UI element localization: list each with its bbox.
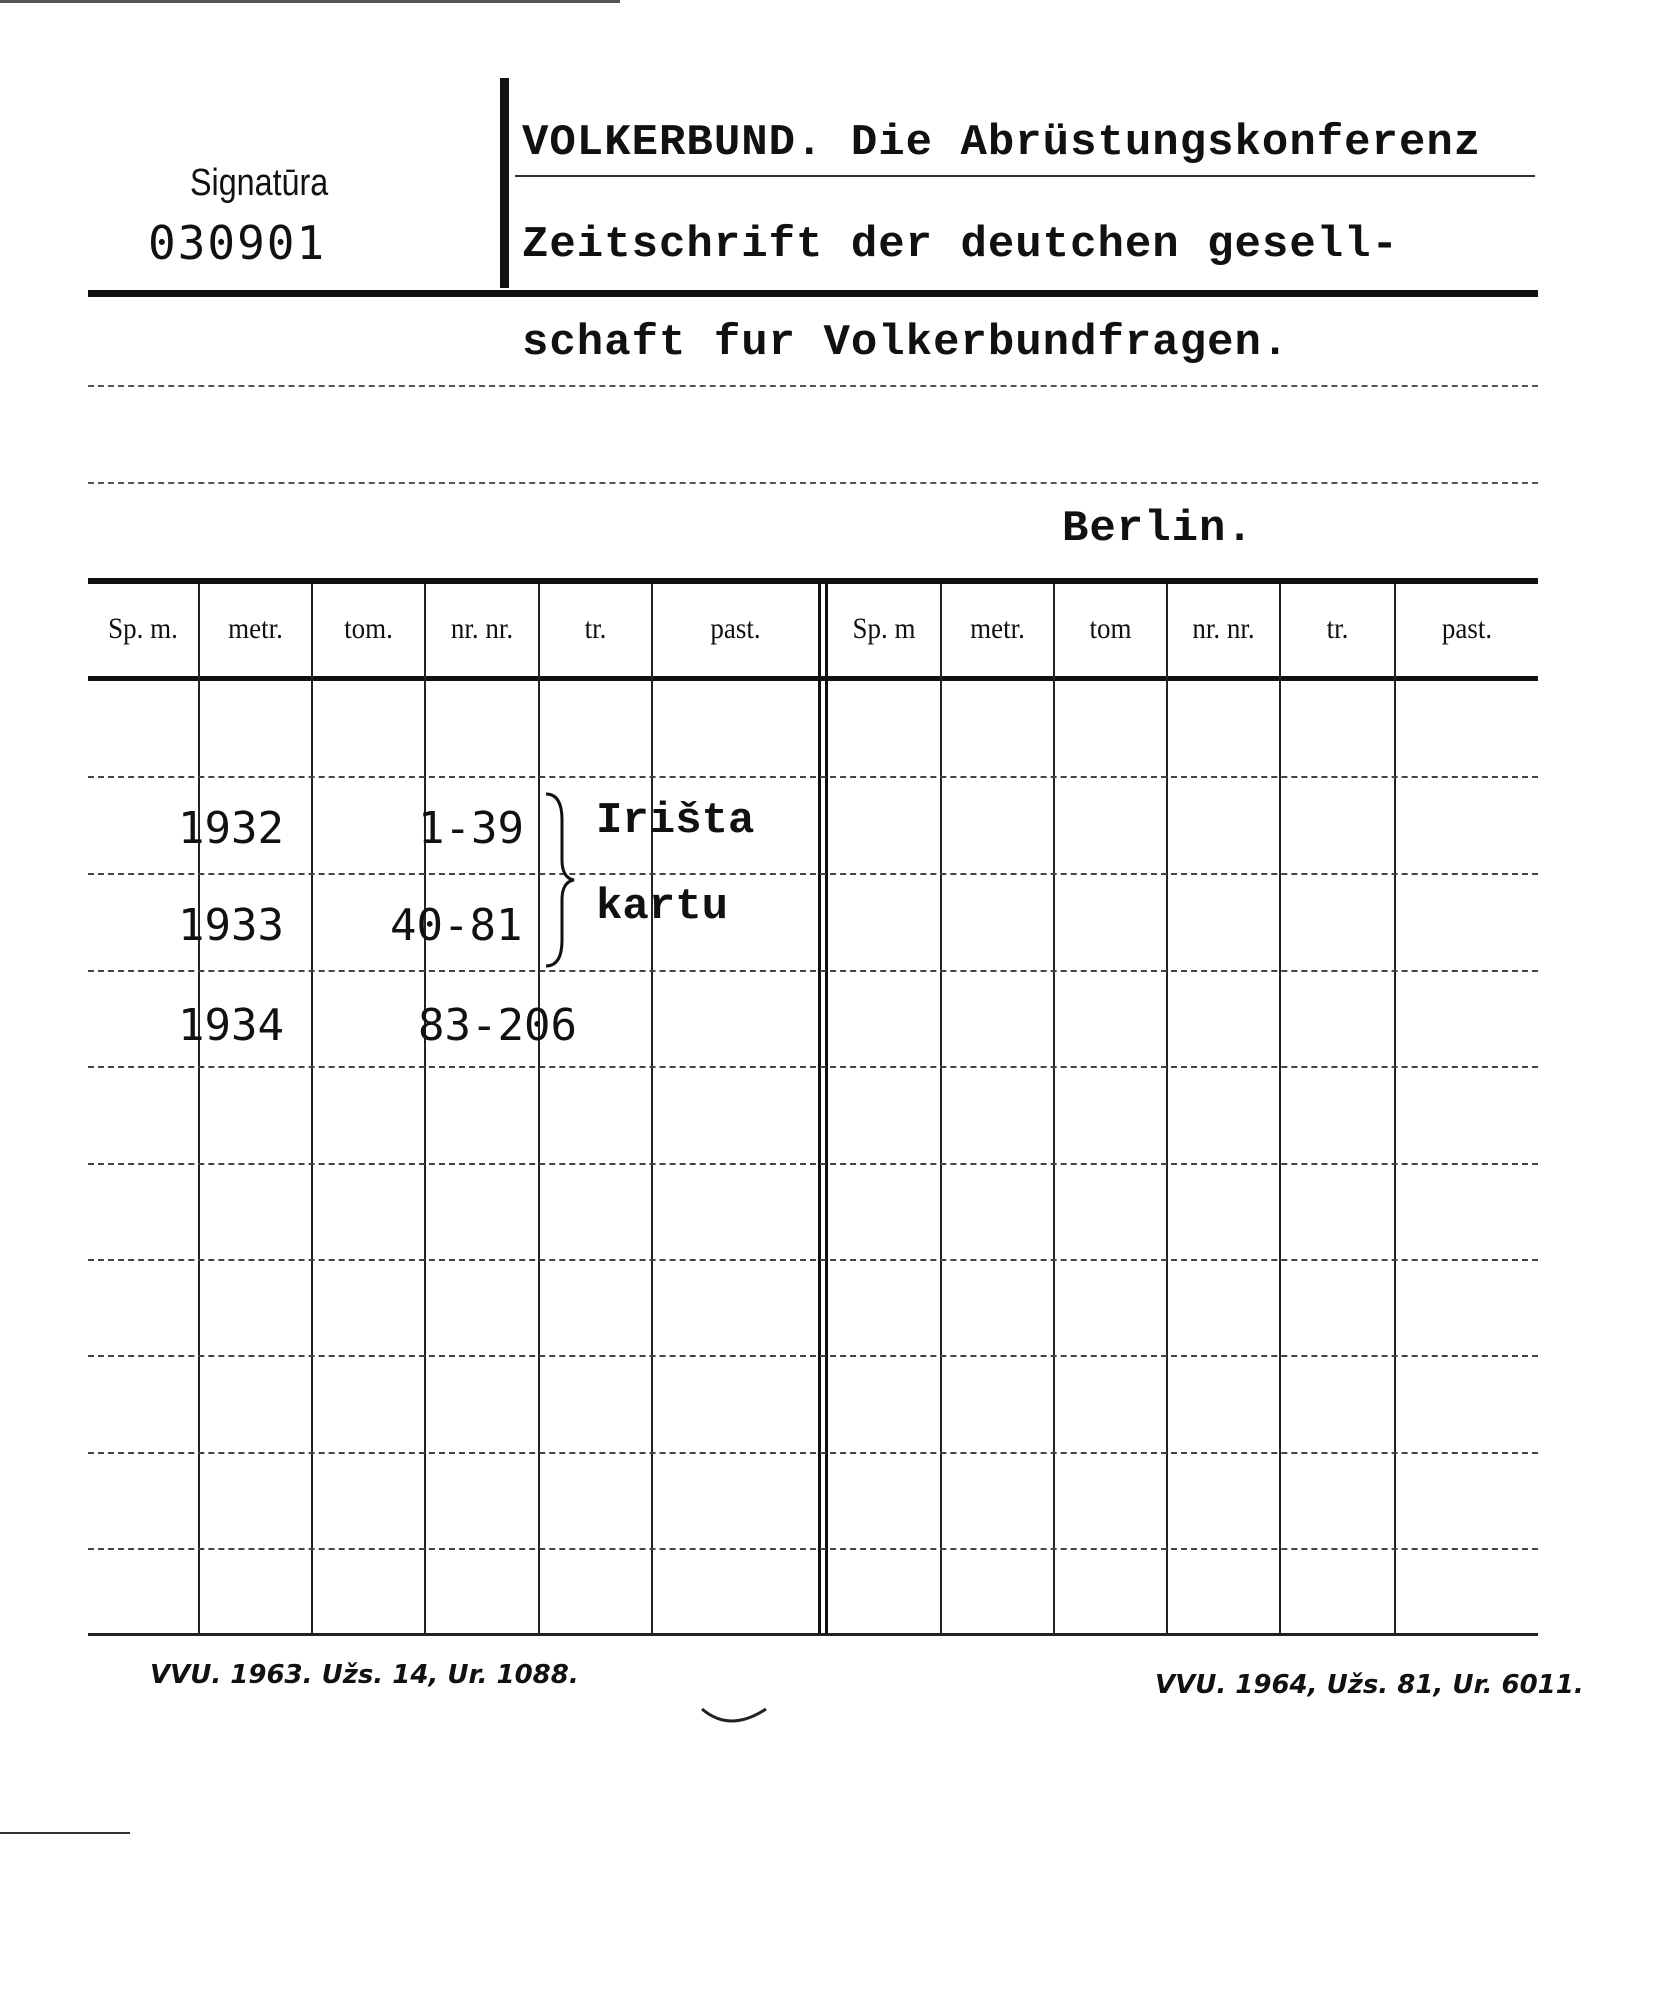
- row-rule: [88, 1355, 1538, 1357]
- blank-line-2: [88, 482, 1538, 484]
- row-1-metr: 1932: [178, 803, 284, 854]
- brace-icon: [540, 790, 580, 970]
- col-header-sp-m: Sp. m.: [108, 612, 178, 645]
- row-rule: [88, 873, 1538, 875]
- scan-mark-icon: [700, 1705, 770, 1735]
- row-3-nr: 83-206: [418, 1000, 577, 1051]
- signature-value: 030901: [148, 216, 327, 270]
- footer-note-left: VVU. 1963. Užs. 14, Ur. 1088.: [150, 1660, 579, 1690]
- row-rule: [88, 1452, 1538, 1454]
- row-1-nr: 1-39: [418, 803, 524, 854]
- col-header-tom: tom.: [344, 612, 393, 645]
- header-rule: [88, 290, 1538, 297]
- col-header-tr: tr.: [584, 612, 607, 645]
- edge-mark: [0, 1832, 130, 1834]
- table-bottom-rule: [88, 1633, 1538, 1636]
- title-line-2: Zeitschrift der deutchen gesell-: [522, 220, 1399, 270]
- col-divider: [651, 584, 653, 1634]
- row-rule: [88, 1066, 1538, 1068]
- table-header-rule: [88, 676, 1538, 681]
- signature-label: Signatūra: [190, 162, 329, 204]
- annotation-line-2: kartu: [596, 882, 729, 932]
- annotation-line-1: Irišta: [596, 796, 755, 846]
- title-line-3: schaft fur Volkerbundfragen.: [522, 318, 1290, 368]
- title-line-1: VOLKERBUND. Die Abrüstungskonferenz: [522, 118, 1482, 168]
- row-rule: [88, 1163, 1538, 1165]
- col-header-tom-right: tom: [1089, 612, 1132, 645]
- row-3-metr: 1934: [178, 1000, 284, 1051]
- col-header-metr: metr.: [228, 612, 283, 645]
- col-divider: [1166, 584, 1168, 1634]
- col-header-past-right: past.: [1441, 612, 1493, 645]
- row-rule: [88, 970, 1538, 972]
- row-rule: [88, 1259, 1538, 1261]
- col-header-metr-right: metr.: [970, 612, 1025, 645]
- table-top-rule: [88, 578, 1538, 584]
- title-underline: [515, 175, 1535, 177]
- col-header-sp-m-right: Sp. m: [852, 612, 916, 645]
- col-header-past: past.: [710, 612, 761, 645]
- row-2-metr: 1933: [178, 900, 284, 951]
- col-divider: [1394, 584, 1396, 1634]
- col-divider: [1279, 584, 1281, 1634]
- col-header-nr-right: nr. nr.: [1192, 612, 1255, 645]
- row-2-nr: 40-81: [390, 900, 523, 951]
- col-header-nr: nr. nr.: [450, 612, 514, 645]
- row-rule: [88, 1548, 1538, 1550]
- blank-line-1: [88, 385, 1538, 387]
- header-divider: [500, 78, 509, 288]
- col-header-tr-right: tr.: [1326, 612, 1349, 645]
- edge-mark: [0, 0, 620, 3]
- footer-note-right: VVU. 1964, Užs. 81, Ur. 6011.: [1155, 1670, 1584, 1700]
- col-divider: [538, 584, 540, 1634]
- table-center-divider: [818, 584, 828, 1634]
- col-divider: [1053, 584, 1055, 1634]
- col-divider: [198, 584, 200, 1634]
- publication-place: Berlin.: [1062, 504, 1254, 554]
- row-rule: [88, 776, 1538, 778]
- col-divider: [940, 584, 942, 1634]
- col-divider: [311, 584, 313, 1634]
- col-divider: [424, 584, 426, 1634]
